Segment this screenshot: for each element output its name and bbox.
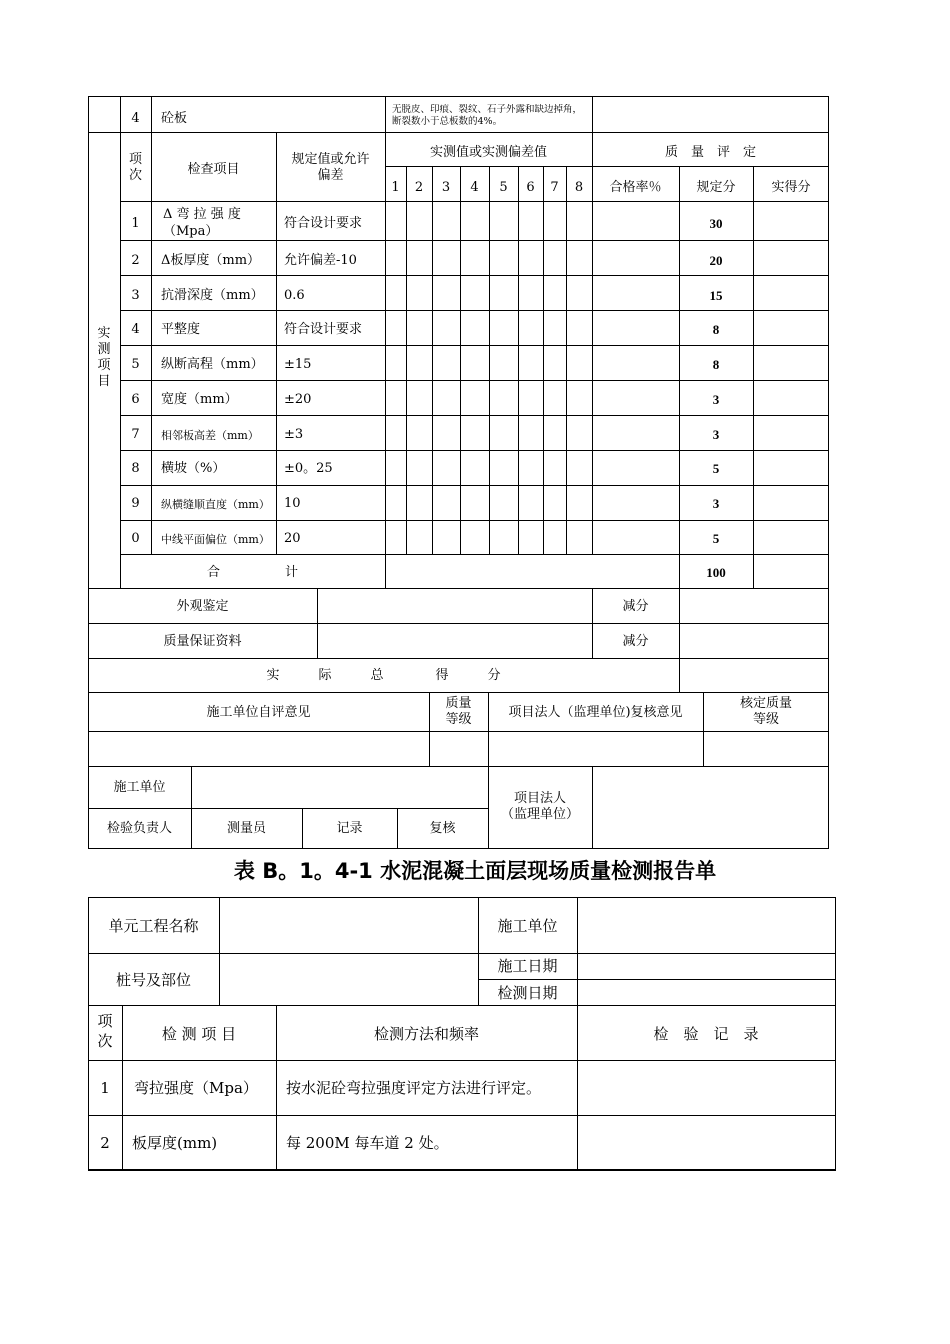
col-3: 3 <box>441 180 451 195</box>
unit-name-label: 单元工程名称 <box>108 917 199 935</box>
quality-docs-deduct: 减分 <box>622 634 649 649</box>
header-actual: 实得分 <box>771 180 811 195</box>
header-index: 项 次 <box>128 152 142 183</box>
row-item: 抗滑深度（mm） <box>161 288 264 303</box>
row-score: 5 <box>712 461 720 476</box>
col-6: 6 <box>526 180 535 195</box>
row-spec: 10 <box>284 496 301 511</box>
quality-grade-label: 质量 等级 <box>445 696 472 727</box>
row-spec: 符合设计要求 <box>284 322 363 337</box>
header-measured: 实测值或实测偏差值 <box>429 145 547 160</box>
review-label: 项目法人（监理单位)复核意见 <box>508 705 683 720</box>
row-spec: ±15 <box>284 357 312 372</box>
appearance-label: 外观鉴定 <box>176 599 229 614</box>
col-2: 2 <box>414 180 424 195</box>
header-score: 规定分 <box>696 180 736 195</box>
row-item: 纵断高程（mm） <box>161 357 264 372</box>
header-item: 检查项目 <box>187 162 240 177</box>
row-item: 横坡（%） <box>161 461 226 476</box>
row-method: 每 200M 每车道 2 处。 <box>286 1134 449 1152</box>
side-label: 实 测 项 目 <box>97 326 111 389</box>
header-pass-rate: 合格率％ <box>609 180 662 195</box>
header-spec: 规定值或允许 偏差 <box>291 152 370 183</box>
total-label: 合 计 <box>206 565 298 580</box>
row-num: 2 <box>131 253 140 268</box>
row-item: 平整度 <box>161 322 201 337</box>
row-num: 2 <box>100 1134 110 1152</box>
owner-label: 项目法人 （监理单位） <box>500 791 579 822</box>
row-item: 板厚度(mm) <box>132 1134 218 1152</box>
row-score: 30 <box>709 216 723 231</box>
row-item: Δ 弯 拉 强 度（Mpa） <box>163 207 241 239</box>
row-score: 3 <box>712 496 720 511</box>
row4-num: 4 <box>131 111 140 126</box>
row-method: 按水泥砼弯拉强度评定方法进行评定。 <box>286 1079 542 1097</box>
self-eval-label: 施工单位自评意见 <box>206 705 311 720</box>
row-num: 0 <box>131 531 140 546</box>
row-score: 3 <box>712 392 720 407</box>
row-spec: 符合设计要求 <box>284 216 363 231</box>
row-spec: 0.6 <box>284 288 305 303</box>
appearance-deduct: 减分 <box>622 599 649 614</box>
col-5: 5 <box>499 180 508 195</box>
record-header: 检 验 记 录 <box>653 1025 759 1043</box>
row-item: 中线平面偏位（mm） <box>161 533 270 546</box>
row-spec: 允许偏差-10 <box>284 253 357 268</box>
inspector-label: 检验负责人 <box>106 821 172 836</box>
row-score: 8 <box>712 322 720 337</box>
row-spec: 20 <box>284 531 301 546</box>
test-item-header: 检 测 项 目 <box>161 1025 237 1043</box>
approved-grade-label: 核定质量 等级 <box>739 696 792 727</box>
contractor-label: 施工单位 <box>113 780 166 795</box>
row-score: 20 <box>709 253 723 268</box>
row-score: 5 <box>712 531 720 546</box>
checker-label: 复核 <box>429 821 456 836</box>
index-header: 项 次 <box>97 1012 113 1050</box>
row-item: 相邻板高差（mm） <box>161 429 259 442</box>
row-spec: ±3 <box>284 427 304 442</box>
row-num: 8 <box>131 461 140 476</box>
form-title: 表 B。1。4-1 水泥混凝土面层现场质量检测报告单 <box>233 859 717 883</box>
col-8: 8 <box>574 180 584 195</box>
col-7: 7 <box>550 180 559 195</box>
row-item: 宽度（mm） <box>161 392 238 407</box>
build-date-label: 施工日期 <box>497 957 558 975</box>
row4-item: 砼板 <box>161 111 188 126</box>
col-1: 1 <box>391 180 400 195</box>
col-4: 4 <box>470 180 479 195</box>
surveyor-label: 测量员 <box>226 821 266 836</box>
row-item: Δ板厚度（mm） <box>161 253 261 268</box>
row-score: 15 <box>709 288 723 303</box>
actual-total-label: 实 际 总 得 分 <box>266 668 501 683</box>
station-label: 桩号及部位 <box>115 971 191 989</box>
contractor-label: 施工单位 <box>497 917 558 935</box>
row-score: 8 <box>712 357 720 372</box>
row-num: 7 <box>131 427 140 442</box>
row-num: 6 <box>131 392 140 407</box>
row-num: 5 <box>131 357 140 372</box>
method-header: 检测方法和频率 <box>373 1025 479 1043</box>
row-item: 弯拉强度（Mpa） <box>134 1079 258 1097</box>
row-num: 4 <box>131 322 140 337</box>
test-date-label: 检测日期 <box>497 984 558 1002</box>
appearance-note: 无脱皮、印痕、裂纹、石子外露和缺边掉角，断裂数小于总板数的4%。 <box>392 104 583 127</box>
row-num: 1 <box>131 216 140 231</box>
recorder-label: 记录 <box>336 821 363 836</box>
row-score: 3 <box>712 427 720 442</box>
total-score: 100 <box>706 565 726 580</box>
row-num: 3 <box>131 288 140 303</box>
quality-docs-label: 质量保证资料 <box>163 634 242 649</box>
row-spec: ±0。25 <box>284 461 333 476</box>
header-eval: 质 量 评 定 <box>664 145 756 160</box>
row-spec: ±20 <box>284 392 312 407</box>
row-num: 1 <box>100 1079 110 1097</box>
row-num: 9 <box>131 496 140 511</box>
row-item: 纵横缝顺直度（mm） <box>161 498 270 511</box>
